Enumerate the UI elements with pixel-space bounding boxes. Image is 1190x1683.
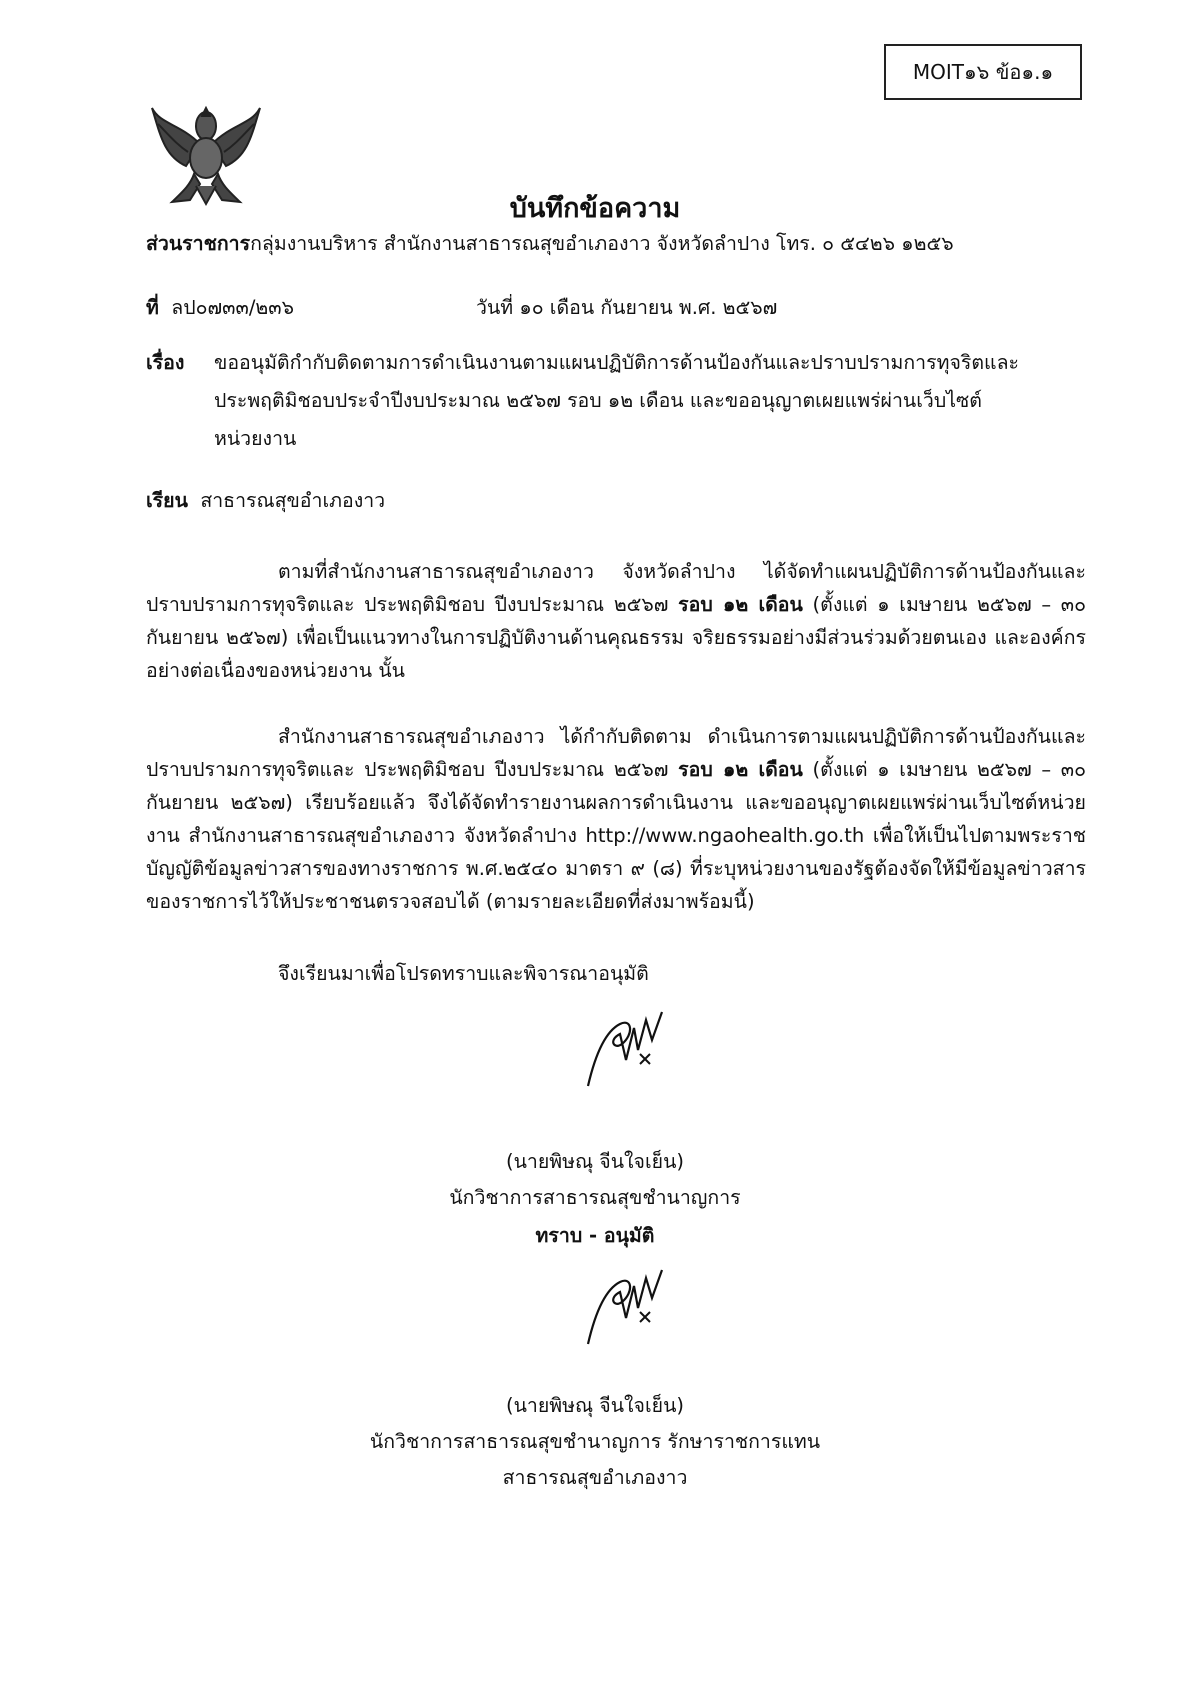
signer-1-position: นักวิชาการสาธารณสุขชำนาญการ (449, 1186, 741, 1209)
recipient-value: สาธารณสุขอำเภองาว (200, 489, 386, 512)
subject-label (146, 347, 184, 378)
date-line: วันที่ ๑๐ เดือน กันยายน พ.ศ. ๒๕๖๗ (476, 296, 778, 319)
agency-label: ส่วนราชการ (146, 232, 251, 255)
document-code: MOIT๑๖ ข้อ๑.๑ (912, 60, 1054, 84)
subject-line-3: หน่วยงาน (214, 427, 297, 450)
signature-2-icon (580, 1268, 670, 1348)
subject-line-2: ประพฤติมิชอบประจำปีงบประมาณ ๒๕๖๗ รอบ ๑๒ เดือน และขออนุญาตเผยแพร่ผ่านเว็บไซต์ (214, 389, 982, 412)
paragraph-1 (146, 555, 1086, 687)
paragraph-2 (146, 720, 1086, 918)
reference-line (146, 292, 294, 323)
recipient-line (146, 485, 385, 516)
agency-value: กลุ่มงานบริหาร สำนักงานสาธารณสุขอำเภองาว จังหวัดลำปาง โทร. ๐ ๕๔๒๖ ๑๒๕๖ (250, 232, 954, 255)
recipient-label: เรียน (146, 489, 188, 512)
page-title: บันทึกข้อความ (509, 193, 681, 224)
paragraph-1-text-b: (ตั้งแต่ ๑ เมษายน ๒๕๖๗ – ๓๐ กันยายน ๒๕๖๗) เพื่อเป็นแนวทางในการปฏิบัติงานด้านคุณธรรม จริยธรรมอย่างมีส่วนร่วมด้วยตนเอง และองค์กรอย่างต่อเนื่องของหน่วยงาน นั้น (146, 593, 1087, 682)
approval-text: ทราบ - อนุมัติ (535, 1224, 655, 1247)
reference-number: ลป๐๗๓๓/๒๓๖ (171, 296, 294, 319)
document-code-box (884, 44, 1082, 100)
reference-label: ที่ (146, 296, 159, 319)
signer-2-position: นักวิชาการสาธารณสุขชำนาญการ รักษาราชการแทน (369, 1430, 821, 1453)
subject-label-text: เรื่อง (146, 351, 185, 374)
signature-1-icon (580, 1010, 670, 1090)
agency-line (146, 228, 954, 259)
paragraph-1-text-a: ตามที่สำนักงานสาธารณสุขอำเภองาว จังหวัดลำปาง ได้จัดทำแผนปฏิบัติการด้านป้องกันและปราบปรามการทุจริตและ ประพฤติมิชอบ ปีงบประมาณ ๒๕๖๗ (146, 560, 1086, 616)
signer-1-name: (นายพิษณุ จีนใจเย็น) (505, 1150, 685, 1173)
subject-line-1: ขออนุมัติกำกับติดตามการดำเนินงานตามแผนปฏิบัติการด้านป้องกันและปราบปรามการทุจริตและ (214, 351, 1019, 374)
signer-2-office: สาธารณสุขอำเภองาว (502, 1466, 688, 1489)
paragraph-1-bold: รอบ ๑๒ เดือน (678, 593, 803, 616)
paragraph-2-text-b: (ตั้งแต่ ๑ เมษายน ๒๕๖๗ – ๓๐ กันยายน ๒๕๖๗) เรียบร้อยแล้ว จึงได้จัดทำรายงานผลการดำเนินงาน และขออนุญาตเผยแพร่ผ่านเว็บไซต์หน่วยงาน สำนักงานสาธารณสุขอำเภองาว จังหวัดลำปาง http://www.ngaohealth.go.th เพื่อให้เป็นไปตามพระราชบัญญัติข้อมูลข่าวสารของทางราชการ พ.ศ.๒๕๔๐ มาตรา ๙ (๘) ที่ระบุหน่วยงานของรัฐต้องจัดให้มีข้อมูลข่าวสารของราชการไว้ให้ประชาชนตรวจสอบได้ (ตามรายละเอียดที่ส่งมาพร้อมนี้) (146, 758, 1087, 913)
paragraph-2-text-a: สำนักงานสาธารณสุขอำเภองาว ได้กำกับติดตาม ดำเนินการตามแผนปฏิบัติการด้านป้องกันและปราบปรามการทุจริตและ ประพฤติมิชอบ ปีงบประมาณ ๒๕๖๗ (146, 725, 1086, 781)
signer-2-name: (นายพิษณุ จีนใจเย็น) (505, 1394, 685, 1417)
closing-line: จึงเรียนมาเพื่อโปรดทราบและพิจารณาอนุมัติ (278, 962, 649, 985)
paragraph-2-bold: รอบ ๑๒ เดือน (678, 758, 803, 781)
